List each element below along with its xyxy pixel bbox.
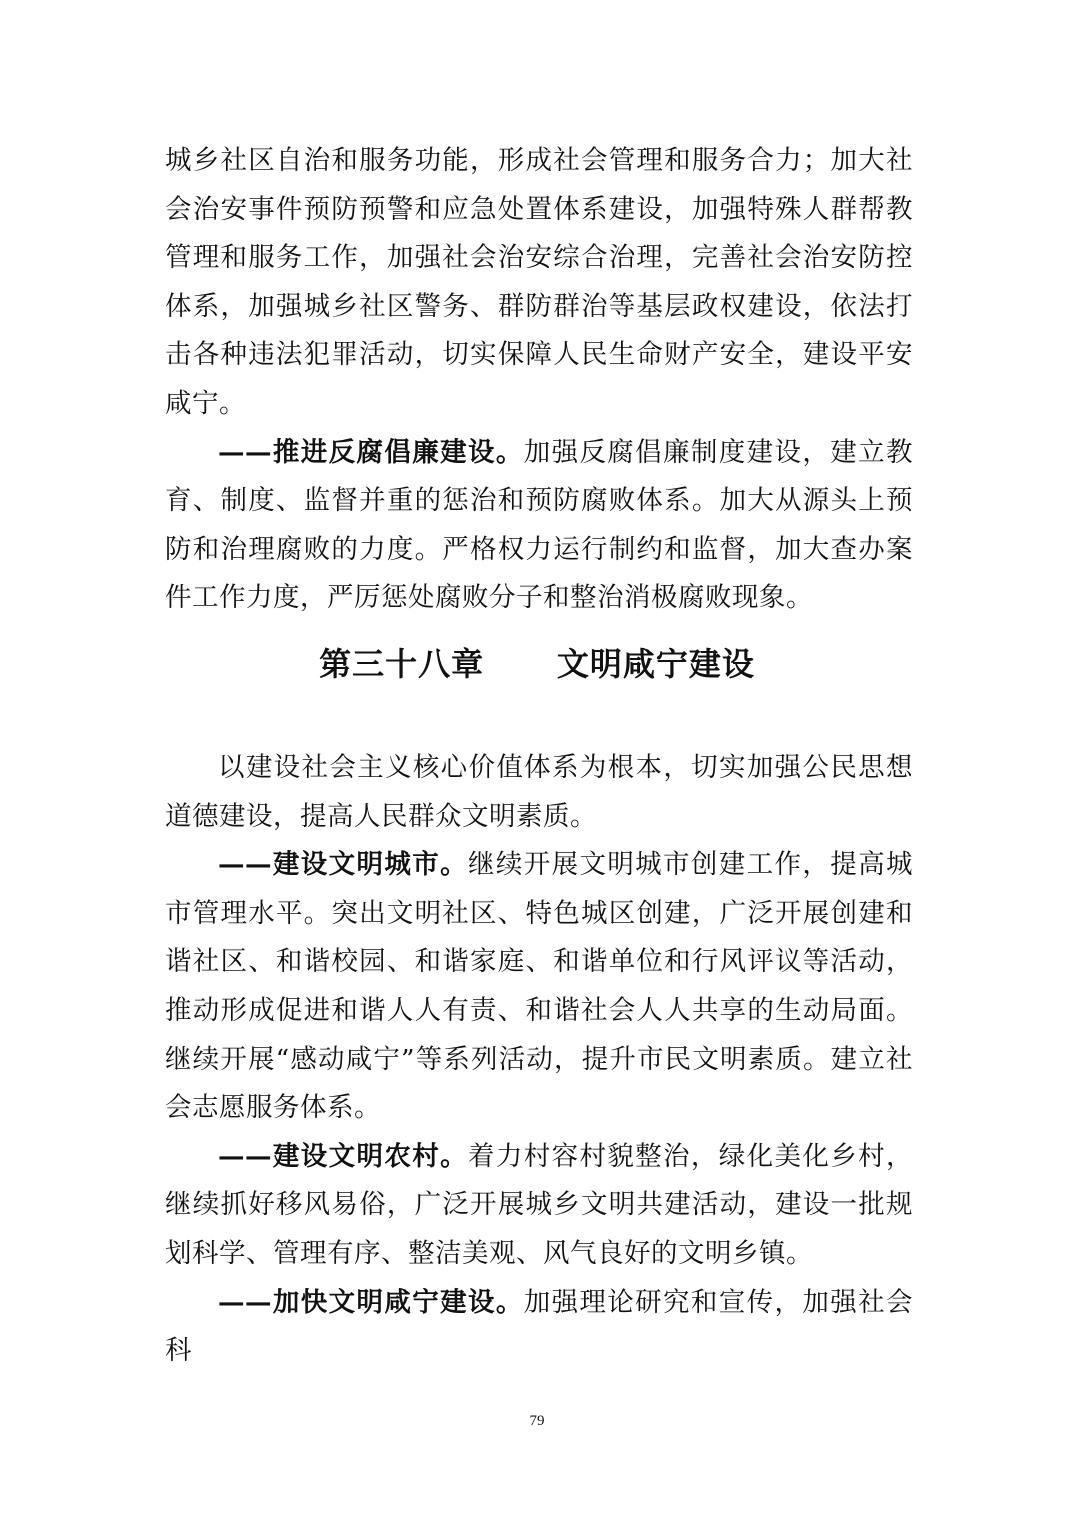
paragraph-body: 继续开展文明城市创建工作，提高城市管理水平。突出文明社区、特色城区创建，广泛开展创建和谐社区、和谐校园、和谐家庭、和谐单位和行风评议等活动，推动形成促进和谐人人有责、和谐社会人人共享的生动局面。继续开展“感动咸宁”等系列活动，提升市民文明素质。建立社会志愿服务体系。 [165,849,914,1124]
paragraph-lead-heading: ——推进反腐倡廉建设。 [218,436,524,468]
chapter-title: 文明咸宁建设 [556,645,755,683]
paragraph-anti-corruption [165,429,913,623]
paragraph-lead-heading: ——加快文明咸宁建设。 [218,1286,524,1318]
paragraph-civilized-xianning [165,1279,913,1376]
paragraph-body: 加强反腐倡廉制度建设，建立教育、制度、监督并重的惩治和预防腐败体系。加大从源头上预防和治理腐败的力度。严格权力运行制约和监督，加大查办案件工作力度，严厉惩处腐败分子和整治消极腐败现象。 [165,436,914,614]
paragraph-body: 着力村容村貌整治，绿化美化乡村，继续抓好移风易俗，广泛开展城乡文明共建活动，建设一批规划科学、管理有序、整洁美观、风气良好的文明乡镇。 [165,1140,914,1269]
chapter-heading [0,640,1074,688]
paragraph-civilized-city [165,841,913,1133]
paragraph-civilized-village [165,1133,913,1279]
paragraph-lead-heading: ——建设文明城市。 [218,849,468,881]
chapter-text-block [165,744,913,1376]
paragraph-lead-heading: ——建设文明农村。 [218,1140,468,1172]
page-number: 79 [529,1413,545,1429]
chapter-number: 第三十八章 [319,645,485,683]
paragraph-intro: 以建设社会主义核心价值体系为根本，切实加强公民思想道德建设，提高人民群众文明素质。 [165,752,913,832]
top-text-block [165,137,913,623]
paragraph-body: 加强理论研究和宣传，加强社会科 [165,1286,914,1367]
paragraph-continued: 城乡社区自治和服务功能，形成社会管理和服务合力；加大社会治安事件预防预警和应急处置体系建设，加强特殊人群帮教管理和服务工作，加强社会治安综合治理，完善社会治安防控体系，加强城乡社区警务、群防群治等基层政权建设，依法打击各种违法犯罪活动，切实保障人民生命财产安全，建设平安咸宁。 [165,145,913,419]
